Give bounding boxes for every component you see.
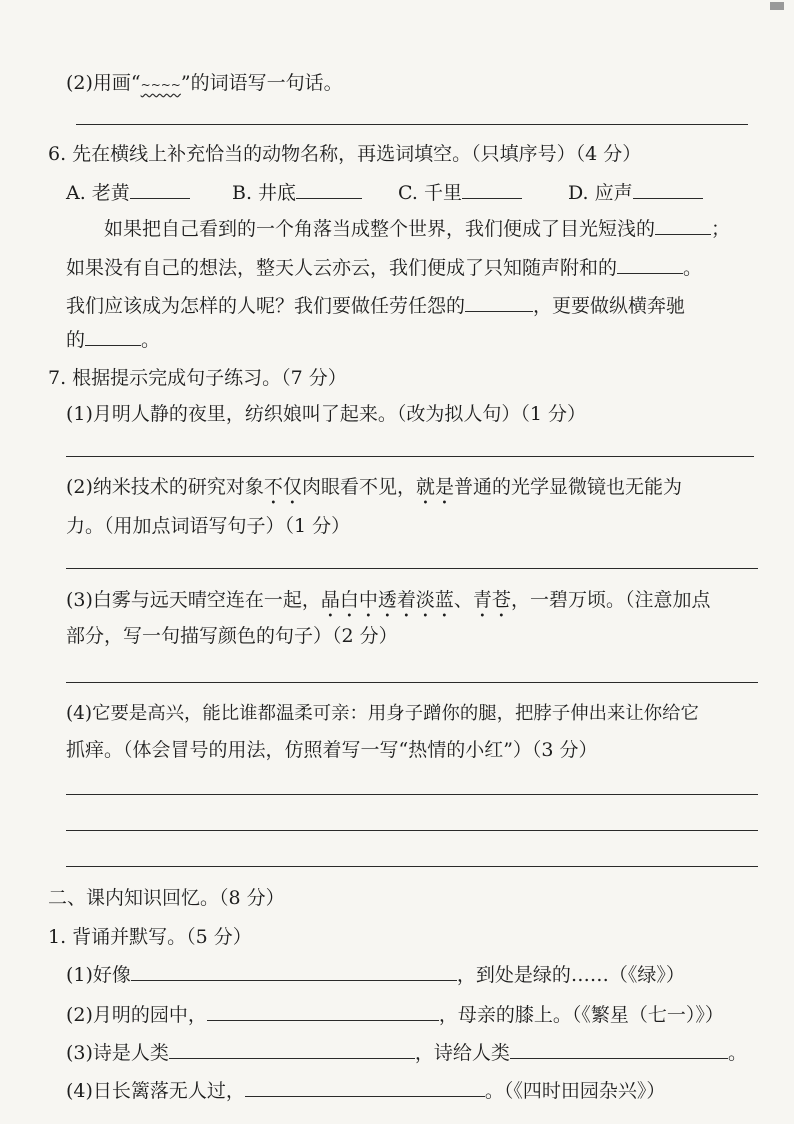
answer-line[interactable] [66, 794, 758, 795]
q7-s2-line1 [66, 475, 682, 509]
para3-blank[interactable] [465, 293, 533, 312]
q6-option-b [232, 180, 362, 205]
s2-text-a: (2)纳米技术的研究对象 [66, 476, 264, 498]
answer-line[interactable] [66, 682, 758, 683]
para3-text: 我们应该成为怎样的人呢？我们要做任劳任怨的 [66, 295, 466, 317]
s2-dotted-2: 就是 [415, 476, 454, 498]
answer-line[interactable] [66, 830, 758, 831]
s3-post: ，一碧万顷。（注意加点 [510, 589, 711, 611]
para4-blank[interactable] [85, 327, 141, 346]
recite-line-2 [66, 1002, 724, 1027]
recite-line-4 [66, 1078, 665, 1103]
q5-2-pre: (2)用画“ [66, 72, 141, 94]
s2-dotted-1: 不仅 [263, 476, 302, 498]
option-d-blank[interactable] [633, 180, 703, 199]
s3-dotted: 晶白中透着淡蓝、青苍 [320, 589, 511, 611]
option-a-label: A. 老黄 [66, 182, 130, 204]
q7-s4-line2: 抓痒。（体会冒号的用法，仿照着写一写“热情的小红”）（3 分） [66, 739, 598, 761]
recite-3-end: 。 [727, 1042, 747, 1064]
para2-blank[interactable] [617, 255, 683, 274]
option-b-label: B. 井底 [232, 182, 297, 204]
recite-4-blank[interactable] [245, 1078, 485, 1097]
recite-1-post: ，到处是绿的……（《绿》） [456, 964, 685, 986]
q7-s3-line1 [66, 588, 710, 622]
answer-line[interactable] [66, 456, 754, 457]
q6-para-line4 [66, 327, 160, 352]
para4-end: 。 [141, 329, 161, 351]
recite-1-pre: (1)好像 [66, 964, 131, 986]
recite-3-blank-1[interactable] [169, 1040, 415, 1059]
recite-1-blank[interactable] [131, 962, 457, 981]
recite-3-blank-2[interactable] [510, 1040, 728, 1059]
wavy-mark: ~~~~ [140, 78, 181, 92]
recite-3-pre: (3)诗是人类 [66, 1042, 169, 1064]
q5-2-prompt [66, 71, 343, 97]
recite-2-pre: (2)月明的园中， [66, 1004, 207, 1026]
q6-title: 6. 先在横线上补充恰当的动物名称，再选词填空。（只填序号）（4 分） [48, 143, 642, 165]
para1-blank[interactable] [655, 216, 711, 235]
s2-text-c: 肉眼看不见， [301, 476, 416, 498]
sec2-q1-title: 1. 背诵并默写。（5 分） [48, 926, 252, 948]
q7-s4-line1: (4)它要是高兴，能比谁都温柔可亲：用身子蹭你的腿，把脖子伸出来让你给它 [66, 703, 699, 724]
q6-para-line1 [104, 216, 730, 241]
option-c-label: C. 千里 [398, 182, 462, 204]
answer-line[interactable] [66, 568, 758, 569]
para2-end: 。 [683, 257, 703, 279]
option-b-blank[interactable] [296, 180, 362, 199]
recite-3-mid: ，诗给人类 [414, 1042, 510, 1064]
q6-option-d [568, 180, 703, 205]
answer-line[interactable] [66, 866, 758, 867]
recite-2-blank[interactable] [207, 1002, 439, 1021]
recite-line-3 [66, 1040, 747, 1065]
para3-end: ，更要做纵横奔驰 [533, 295, 686, 317]
q7-title: 7. 根据提示完成句子练习。（7 分） [48, 367, 347, 389]
para1-text: 如果把自己看到的一个角落当成整个世界，我们便成了目光短浅的 [104, 218, 656, 240]
q5-2-post: ”的词语写一句话。 [180, 72, 343, 94]
corner-mark [770, 2, 784, 10]
recite-4-pre: (4)日长篱落无人过， [66, 1080, 245, 1102]
q7-s1: (1)月明人静的夜里，纺织娘叫了起来。（改为拟人句）（1 分） [66, 403, 587, 425]
para1-end: ； [711, 218, 731, 240]
para2-text: 如果没有自己的想法，整天人云亦云，我们便成了只知随声附和的 [66, 257, 618, 279]
s2-text-e: 普通的光学显微镜也无能为 [453, 476, 682, 498]
option-a-blank[interactable] [130, 180, 190, 199]
section-2-title: 二、课内知识回忆。（8 分） [48, 887, 285, 909]
recite-4-post: 。（《四时田园杂兴》） [484, 1080, 666, 1102]
q6-option-a [66, 180, 190, 205]
q6-option-c [398, 180, 522, 205]
option-c-blank[interactable] [462, 180, 522, 199]
answer-line[interactable] [76, 124, 748, 125]
recite-2-post: ，母亲的膝上。（《繁星（七一）》） [438, 1004, 724, 1026]
q6-para-line2 [66, 255, 702, 280]
q7-s3-line2: 部分，写一句描写颜色的句子）（2 分） [66, 625, 398, 647]
s3-pre: (3)白雾与远天晴空连在一起， [66, 589, 321, 611]
para4-text: 的 [66, 329, 86, 351]
recite-line-1 [66, 962, 685, 987]
q6-para-line3 [66, 293, 685, 318]
option-d-label: D. 应声 [568, 182, 633, 204]
q7-s2-line2: 力。（用加点词语写句子）（1 分） [66, 515, 351, 537]
